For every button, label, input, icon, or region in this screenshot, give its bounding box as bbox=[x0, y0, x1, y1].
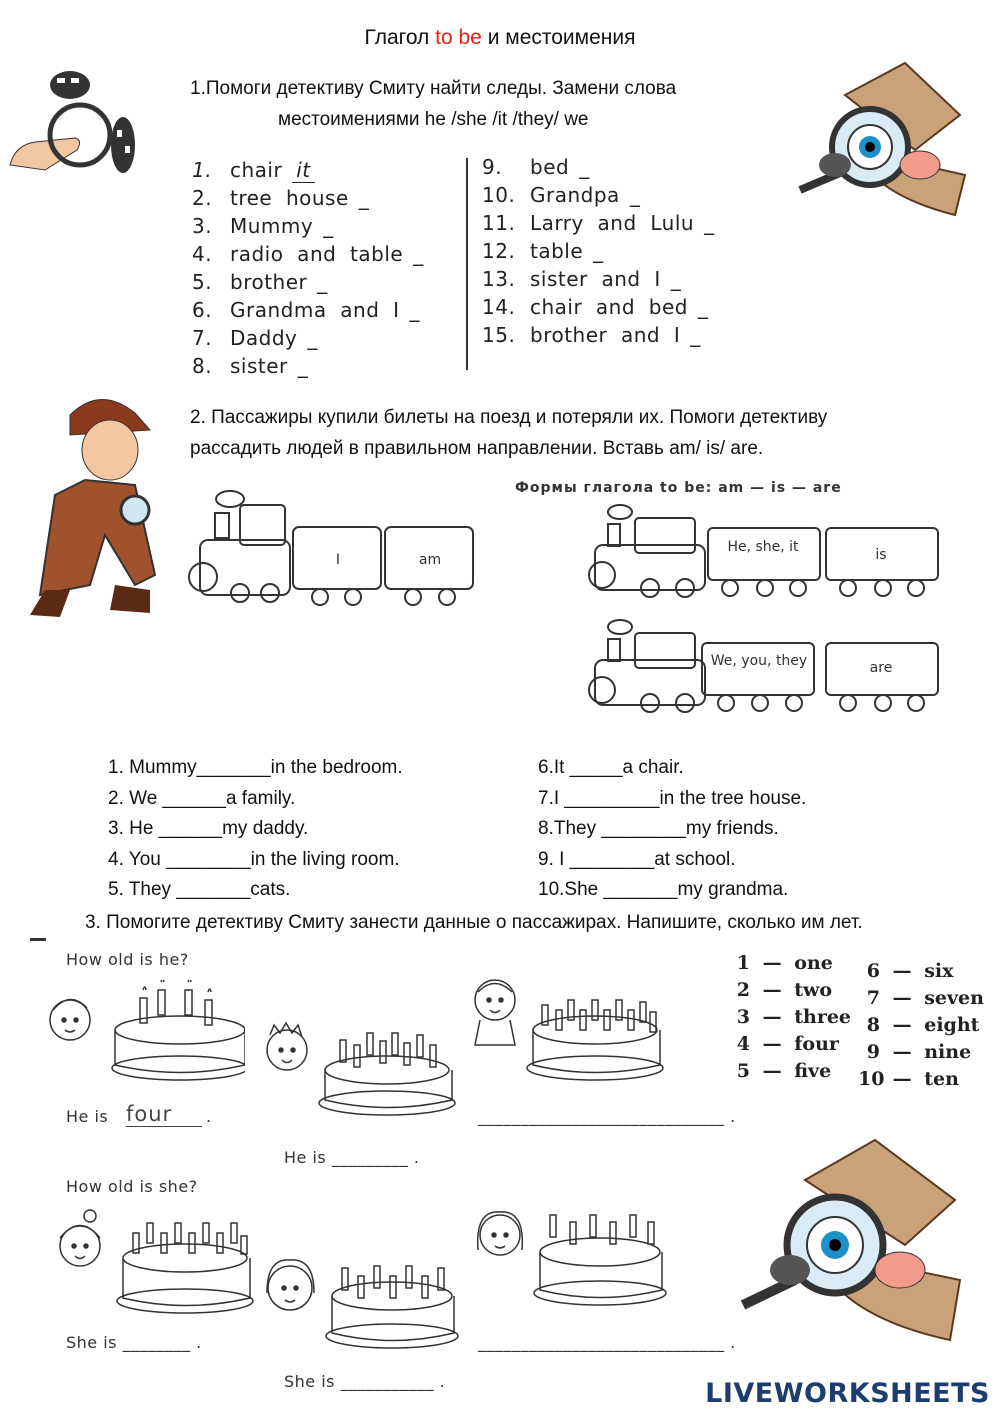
how-old-she-heading: How old is she? bbox=[66, 1177, 198, 1196]
dash: — bbox=[886, 1068, 919, 1090]
task1-line1: 1.Помоги детективу Смиту найти следы. Замени слова bbox=[190, 78, 677, 99]
task3-text: 3. Помогите детективу Смиту занести данные о пассажирах. Напишите, сколько им лет. bbox=[85, 912, 863, 933]
pronoun-item bbox=[482, 183, 715, 211]
item-number: 13. bbox=[482, 267, 516, 291]
number-word-row bbox=[858, 1014, 984, 1041]
number-word: four bbox=[794, 1033, 839, 1055]
pronoun-item bbox=[482, 239, 715, 267]
detective-magnifier-icon bbox=[795, 55, 970, 225]
item-number: 7. bbox=[192, 326, 213, 350]
item-answer[interactable]: _ bbox=[409, 298, 421, 322]
item-number: 15. bbox=[482, 323, 516, 347]
item-word: chair and bed bbox=[530, 295, 688, 319]
item-number: 14. bbox=[482, 295, 516, 319]
sentence[interactable]: 2. We ______a family. bbox=[108, 787, 296, 809]
dash: — bbox=[886, 1041, 919, 1063]
item-word: Larry and Lulu bbox=[530, 211, 695, 235]
how-old-he-heading: How old is he? bbox=[66, 950, 189, 969]
sentences-right bbox=[538, 753, 806, 906]
number-word-row bbox=[728, 979, 851, 1006]
number-word: seven bbox=[924, 987, 984, 1009]
pronoun-list-left bbox=[192, 158, 424, 382]
item-answer[interactable]: _ bbox=[579, 155, 590, 179]
sentences-left bbox=[108, 753, 403, 906]
number-word-row bbox=[728, 1060, 851, 1087]
boy-cake-4-icon bbox=[45, 980, 245, 1085]
item-word: Mummy bbox=[230, 214, 314, 238]
item-answer[interactable]: _ bbox=[307, 326, 318, 350]
item-word: Grandma and I bbox=[230, 298, 400, 322]
number-digit: 2 bbox=[736, 979, 750, 1001]
period: . bbox=[206, 1107, 212, 1126]
item-answer[interactable]: _ bbox=[690, 323, 701, 347]
detective-magnifier-bottom-icon bbox=[735, 1130, 965, 1350]
pronoun-item bbox=[192, 326, 424, 354]
she-is-blank-3[interactable]: _____________________________ . bbox=[478, 1333, 736, 1352]
number-word: six bbox=[924, 960, 954, 982]
sentence[interactable]: 1. Mummy_______in the bedroom. bbox=[108, 757, 403, 778]
item-word: radio and table bbox=[230, 242, 404, 266]
pronoun-item bbox=[192, 298, 424, 326]
item-number: 2. bbox=[192, 186, 213, 210]
item-answer[interactable]: _ bbox=[297, 354, 309, 378]
item-number: 1. bbox=[192, 158, 213, 182]
item-word: brother and I bbox=[530, 323, 681, 347]
dash: — bbox=[756, 1033, 789, 1055]
pronoun-item bbox=[192, 270, 424, 298]
train3-wagon2-label: are bbox=[869, 660, 893, 676]
number-word: one bbox=[794, 952, 833, 974]
girl-cake-7-icon bbox=[262, 1248, 462, 1360]
boy-cake-8-icon bbox=[262, 1015, 462, 1125]
dash: — bbox=[886, 1014, 919, 1036]
train3-wagon1-label: We, you, they bbox=[710, 653, 808, 669]
number-digit: 10 bbox=[858, 1068, 885, 1090]
number-word-row bbox=[858, 987, 984, 1014]
item-word: Grandpa bbox=[530, 183, 620, 207]
train2-wagon1-label: He, she, it bbox=[727, 539, 799, 555]
number-word: three bbox=[794, 1006, 852, 1028]
pronoun-item bbox=[192, 242, 424, 270]
item-word: brother bbox=[230, 270, 308, 294]
item-word: sister bbox=[230, 354, 288, 378]
dash: — bbox=[756, 979, 789, 1001]
train1-wagon1-label: I bbox=[335, 552, 341, 568]
number-word-row bbox=[728, 1033, 851, 1060]
number-word-row bbox=[858, 960, 984, 987]
train1-wagon2-label: am bbox=[418, 552, 442, 568]
pronoun-item bbox=[192, 158, 424, 186]
number-word: two bbox=[794, 979, 833, 1001]
sentence[interactable]: 10.She _______my grandma. bbox=[538, 879, 789, 900]
pronoun-item bbox=[192, 214, 424, 242]
she-is-blank-2[interactable]: She is ___________ . bbox=[284, 1372, 446, 1391]
item-number: 10. bbox=[482, 183, 516, 207]
number-digit: 8 bbox=[866, 1014, 880, 1036]
sentence[interactable]: 3. He ______my daddy. bbox=[108, 818, 309, 839]
item-number: 4. bbox=[192, 242, 213, 266]
dash-mark bbox=[30, 938, 46, 941]
he-is-blank-3[interactable]: _____________________________ . bbox=[478, 1107, 736, 1126]
item-word: Daddy bbox=[230, 326, 298, 350]
item-number: 12. bbox=[482, 239, 516, 263]
detective-walking-icon bbox=[15, 385, 180, 630]
pronoun-item bbox=[482, 323, 715, 351]
pronoun-item bbox=[192, 354, 424, 382]
he-is-label: He is bbox=[66, 1107, 109, 1126]
pronoun-item bbox=[482, 267, 715, 295]
number-word: ten bbox=[924, 1068, 959, 1090]
dash: — bbox=[756, 1006, 789, 1028]
pronoun-item bbox=[482, 155, 715, 183]
item-number: 8. bbox=[192, 354, 213, 378]
dash: — bbox=[886, 987, 919, 1009]
number-digit: 4 bbox=[736, 1033, 750, 1055]
girl-cake-9-icon bbox=[55, 1208, 255, 1323]
item-word: tree house bbox=[230, 186, 349, 210]
item-answer[interactable]: _ bbox=[629, 183, 641, 207]
girl-cake-6-icon bbox=[470, 1200, 670, 1315]
item-number: 11. bbox=[482, 211, 516, 235]
dash: — bbox=[886, 960, 919, 982]
number-digit: 7 bbox=[866, 987, 880, 1009]
number-word-row bbox=[858, 1068, 984, 1095]
item-answer[interactable]: _ bbox=[704, 211, 715, 235]
item-word: sister and I bbox=[530, 267, 661, 291]
train2-wagon2-label: is bbox=[875, 547, 887, 563]
item-number: 3. bbox=[192, 214, 213, 238]
magnifier-footprint-icon bbox=[5, 60, 145, 180]
page-title: Глагол to be и местоимения bbox=[364, 26, 636, 49]
number-word-row bbox=[728, 952, 851, 979]
number-digit: 3 bbox=[736, 1006, 750, 1028]
pronoun-item bbox=[482, 211, 715, 239]
number-word: eight bbox=[924, 1014, 980, 1036]
task2-line2: рассадить людей в правильном направлении. Вставь am/ is/ are. bbox=[190, 438, 764, 459]
he-is-blank-2[interactable]: He is _________ . bbox=[284, 1148, 420, 1167]
task2-line1: 2. Пассажиры купили билеты на поезд и потеряли их. Помоги детективу bbox=[190, 407, 828, 428]
item-word: chair bbox=[230, 158, 283, 182]
pronoun-item bbox=[482, 295, 715, 323]
item-answer[interactable]: _ bbox=[697, 295, 709, 319]
sentence[interactable]: 5. They _______cats. bbox=[108, 879, 291, 900]
number-words-right bbox=[858, 960, 984, 1095]
item-number: 6. bbox=[192, 298, 213, 322]
number-word: nine bbox=[924, 1041, 972, 1063]
pronoun-list-right bbox=[482, 155, 715, 351]
item-number: 9. bbox=[482, 155, 503, 179]
item-answer[interactable]: _ bbox=[670, 267, 682, 291]
verb-forms-caption: Формы глагола to be: am — is — are bbox=[515, 480, 842, 496]
sentence[interactable]: 7.I _________in the tree house. bbox=[538, 787, 807, 809]
list-divider bbox=[466, 158, 468, 370]
dash: — bbox=[756, 1060, 789, 1082]
item-word: table bbox=[530, 239, 584, 263]
number-digit: 9 bbox=[866, 1041, 880, 1063]
she-is-blank-1[interactable]: She is ________ . bbox=[66, 1333, 202, 1352]
item-answer[interactable]: _ bbox=[358, 186, 370, 210]
item-answer[interactable]: _ bbox=[593, 239, 604, 263]
pronoun-item bbox=[192, 186, 424, 214]
liveworksheets-logo: LIVEWORKSHEETS bbox=[705, 1378, 990, 1409]
item-word: bed bbox=[530, 155, 570, 179]
item-answer[interactable]: _ bbox=[317, 270, 328, 294]
item-number: 5. bbox=[192, 270, 213, 294]
number-word: five bbox=[794, 1060, 832, 1082]
number-word-row bbox=[728, 1006, 851, 1033]
he-is-answer[interactable]: four bbox=[126, 1102, 202, 1127]
sentence[interactable]: 6.It _____a chair. bbox=[538, 757, 684, 778]
task1-line2: местоимениями he /she /it /they/ we bbox=[278, 109, 589, 130]
number-digit: 1 bbox=[736, 952, 750, 974]
item-answer[interactable]: _ bbox=[323, 214, 334, 238]
sentence[interactable]: 8.They ________my friends. bbox=[538, 818, 779, 839]
boy-cake-10-icon bbox=[470, 970, 670, 1095]
number-digit: 6 bbox=[866, 960, 880, 982]
number-words-left bbox=[728, 952, 851, 1087]
item-answer[interactable]: _ bbox=[413, 242, 424, 266]
item-answer[interactable]: it bbox=[292, 158, 314, 183]
number-word-row bbox=[858, 1041, 984, 1068]
sentence[interactable]: 9. I ________at school. bbox=[538, 848, 736, 870]
sentence[interactable]: 4. You ________in the living room. bbox=[108, 848, 400, 870]
dash: — bbox=[756, 952, 789, 974]
number-digit: 5 bbox=[736, 1060, 750, 1082]
